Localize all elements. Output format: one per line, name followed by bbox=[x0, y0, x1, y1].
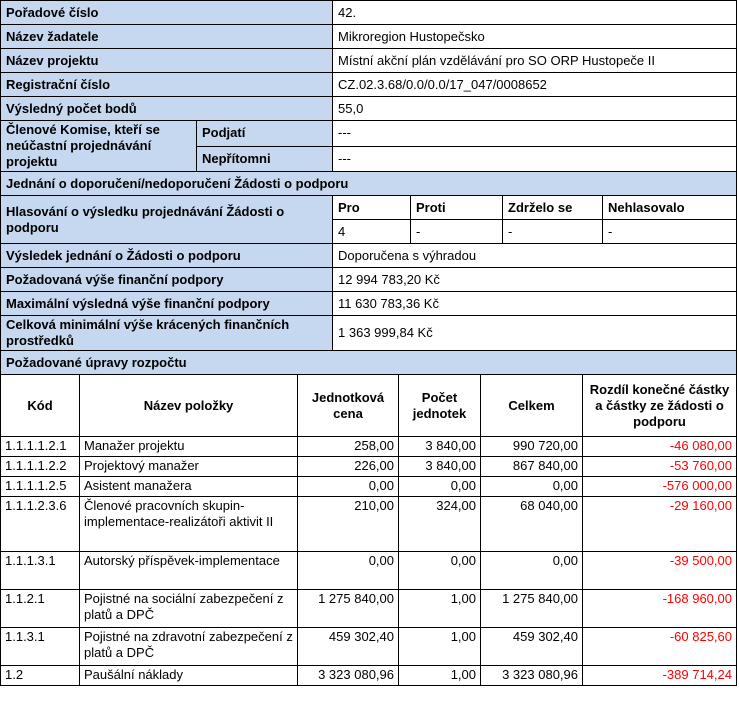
budget-cell-pocet-jednotek: 3 840,00 bbox=[399, 457, 481, 477]
section-title-rozpocet: Požadované úpravy rozpočtu bbox=[1, 351, 737, 375]
budget-cell-nazev: Autorský příspěvek-implementace bbox=[80, 552, 298, 590]
row-label-komise: Členové Komise, kteří se neúčastní projednávání projektu bbox=[1, 121, 197, 172]
nazev-projektu-value: Místní akční plán vzdělávání pro SO ORP Hustopeče II bbox=[333, 49, 737, 73]
budget-header-pocet-jednotek: Počet jednotek bbox=[399, 375, 481, 437]
budget-cell-kod: 1.1.1.2.3.6 bbox=[1, 497, 80, 552]
budget-cell-nazev: Členové pracovních skupin-implementace-realizátoři aktivit II bbox=[80, 497, 298, 552]
vote-value-proti: - bbox=[411, 220, 503, 244]
vote-value-zdrzelo: - bbox=[503, 220, 603, 244]
vote-value-nehlasovalo: - bbox=[603, 220, 737, 244]
budget-cell-pocet-jednotek: 1,00 bbox=[399, 666, 481, 686]
budget-cell-rozdil: -29 160,00 bbox=[583, 497, 737, 552]
budget-table bbox=[0, 374, 737, 686]
budget-cell-rozdil: -60 825,60 bbox=[583, 628, 737, 666]
budget-header-rozdil: Rozdíl konečné částky a částky ze žádosti o podporu bbox=[583, 375, 737, 437]
budget-cell-celkem: 0,00 bbox=[481, 477, 583, 497]
row-label-vysledek: Výsledek jednání o Žádosti o podporu bbox=[1, 244, 333, 268]
budget-cell-jednotkova-cena: 226,00 bbox=[298, 457, 399, 477]
budget-cell-kod: 1.2 bbox=[1, 666, 80, 686]
budget-cell-rozdil: -53 760,00 bbox=[583, 457, 737, 477]
budget-cell-pocet-jednotek: 0,00 bbox=[399, 477, 481, 497]
budget-cell-celkem: 1 275 840,00 bbox=[481, 590, 583, 628]
budget-cell-celkem: 0,00 bbox=[481, 552, 583, 590]
budget-cell-pocet-jednotek: 1,00 bbox=[399, 590, 481, 628]
vote-header-pro: Pro bbox=[333, 196, 411, 220]
vote-value-pro: 4 bbox=[333, 220, 411, 244]
registracni-cislo-value: CZ.02.3.68/0.0/0.0/17_047/0008652 bbox=[333, 73, 737, 97]
budget-cell-kod: 1.1.1.3.1 bbox=[1, 552, 80, 590]
row-label-celkova: Celková minimální výše krácených finančních prostředků bbox=[1, 316, 333, 351]
table-row bbox=[1, 590, 737, 628]
budget-cell-pocet-jednotek: 3 840,00 bbox=[399, 437, 481, 457]
vote-header-proti: Proti bbox=[411, 196, 503, 220]
podjati-label: Podjatí bbox=[197, 121, 333, 147]
budget-cell-jednotkova-cena: 0,00 bbox=[298, 552, 399, 590]
budget-cell-nazev: Paušální náklady bbox=[80, 666, 298, 686]
budget-cell-celkem: 990 720,00 bbox=[481, 437, 583, 457]
budget-header-kod: Kód bbox=[1, 375, 80, 437]
budget-cell-celkem: 3 323 080,96 bbox=[481, 666, 583, 686]
row-label-hlasovani: Hlasování o výsledku projednávání Žádosti o podporu bbox=[1, 196, 333, 244]
row-label-maximalni: Maximální výsledná výše finanční podpory bbox=[1, 292, 333, 316]
table-row bbox=[1, 628, 737, 666]
budget-cell-jednotkova-cena: 1 275 840,00 bbox=[298, 590, 399, 628]
budget-cell-rozdil: -576 000,00 bbox=[583, 477, 737, 497]
table-row bbox=[1, 437, 737, 457]
vote-header-zdrzelo: Zdrželo se bbox=[503, 196, 603, 220]
celkova-value: 1 363 999,84 Kč bbox=[333, 316, 737, 351]
row-label-pozadovana: Požadovaná výše finanční podpory bbox=[1, 268, 333, 292]
budget-cell-celkem: 867 840,00 bbox=[481, 457, 583, 477]
row-label-nazev-zadatele: Název žadatele bbox=[1, 25, 333, 49]
budget-cell-kod: 1.1.1.1.2.2 bbox=[1, 457, 80, 477]
budget-cell-nazev: Pojistné na zdravotní zabezpečení z platů a DPČ bbox=[80, 628, 298, 666]
nepritomni-value: --- bbox=[333, 146, 737, 172]
budget-cell-nazev: Manažer projektu bbox=[80, 437, 298, 457]
vote-header-nehlasovalo: Nehlasovalo bbox=[603, 196, 737, 220]
nepritomni-label: Nepřítomni bbox=[197, 146, 333, 172]
nazev-zadatele-value: Mikroregion Hustopečsko bbox=[333, 25, 737, 49]
pozadovana-value: 12 994 783,20 Kč bbox=[333, 268, 737, 292]
budget-cell-jednotkova-cena: 459 302,40 bbox=[298, 628, 399, 666]
budget-cell-jednotkova-cena: 258,00 bbox=[298, 437, 399, 457]
row-label-poradove-cislo: Pořadové číslo bbox=[1, 1, 333, 25]
table-row bbox=[1, 666, 737, 686]
maximalni-value: 11 630 783,36 Kč bbox=[333, 292, 737, 316]
budget-cell-kod: 1.1.1.1.2.5 bbox=[1, 477, 80, 497]
budget-cell-jednotkova-cena: 0,00 bbox=[298, 477, 399, 497]
budget-cell-jednotkova-cena: 210,00 bbox=[298, 497, 399, 552]
budget-cell-nazev: Projektový manažer bbox=[80, 457, 298, 477]
vysledek-value: Doporučena s výhradou bbox=[333, 244, 737, 268]
budget-header-celkem: Celkem bbox=[481, 375, 583, 437]
budget-cell-celkem: 68 040,00 bbox=[481, 497, 583, 552]
section-title-jednani: Jednání o doporučení/nedoporučení Žádosti o podporu bbox=[1, 172, 737, 196]
row-label-registracni-cislo: Registrační číslo bbox=[1, 73, 333, 97]
budget-cell-celkem: 459 302,40 bbox=[481, 628, 583, 666]
budget-cell-jednotkova-cena: 3 323 080,96 bbox=[298, 666, 399, 686]
budget-cell-rozdil: -168 960,00 bbox=[583, 590, 737, 628]
podjati-value: --- bbox=[333, 121, 737, 147]
row-label-pocet-bodu: Výsledný počet bodů bbox=[1, 97, 333, 121]
budget-cell-pocet-jednotek: 0,00 bbox=[399, 552, 481, 590]
table-row bbox=[1, 457, 737, 477]
table-row bbox=[1, 477, 737, 497]
table-row bbox=[1, 552, 737, 590]
budget-cell-kod: 1.1.2.1 bbox=[1, 590, 80, 628]
budget-cell-rozdil: -39 500,00 bbox=[583, 552, 737, 590]
budget-header-nazev: Název položky bbox=[80, 375, 298, 437]
budget-cell-kod: 1.1.3.1 bbox=[1, 628, 80, 666]
budget-cell-pocet-jednotek: 1,00 bbox=[399, 628, 481, 666]
budget-cell-pocet-jednotek: 324,00 bbox=[399, 497, 481, 552]
budget-cell-kod: 1.1.1.1.2.1 bbox=[1, 437, 80, 457]
budget-cell-rozdil: -46 080,00 bbox=[583, 437, 737, 457]
table-row bbox=[1, 497, 737, 552]
budget-cell-nazev: Asistent manažera bbox=[80, 477, 298, 497]
row-label-nazev-projektu: Název projektu bbox=[1, 49, 333, 73]
budget-cell-nazev: Pojistné na sociální zabezpečení z platů a DPČ bbox=[80, 590, 298, 628]
pocet-bodu-value: 55,0 bbox=[333, 97, 737, 121]
budget-header-jednotkova-cena: Jednotková cena bbox=[298, 375, 399, 437]
poradove-cislo-value: 42. bbox=[333, 1, 737, 25]
budget-cell-rozdil: -389 714,24 bbox=[583, 666, 737, 686]
